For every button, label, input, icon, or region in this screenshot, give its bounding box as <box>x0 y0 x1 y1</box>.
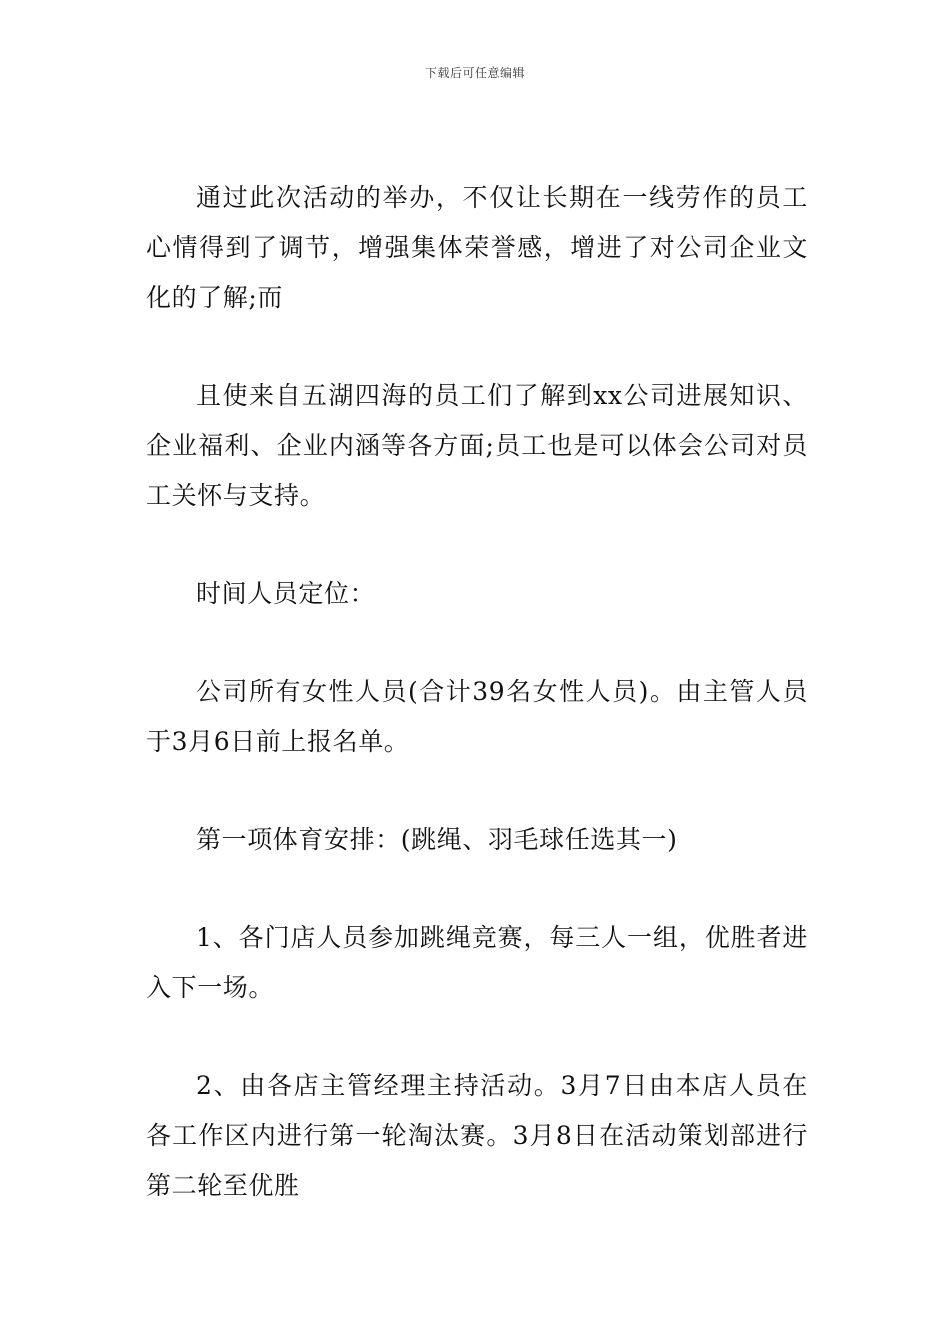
paragraph-sports-arrangement-heading: 第一项体育安排：(跳绳、羽毛球任选其一) <box>196 825 678 854</box>
page-header: 下载后可任意编辑 <box>424 66 525 80</box>
paragraph-item-2: 2、由各店主管经理主持活动。3月7日由本店人员在各工作区内进行第一轮淘汰赛。3月8日在活动策划部进行第二轮至优胜 <box>146 1071 808 1200</box>
paragraph-employee-understanding: 且使来自五湖四海的员工们了解到xx公司进展知识、企业福利、企业内涵等各方面;员工也是可以体会公司对员工关怀与支持。 <box>146 381 808 510</box>
paragraph-female-staff: 公司所有女性人员(合计39名女性人员)。由主管人员于3月6日前上报名单。 <box>146 677 808 756</box>
paragraph-activity-benefits: 通过此次活动的举办，不仅让长期在一线劳作的员工心情得到了调节，增强集体荣誉感，增进了对公司企业文化的了解;而 <box>146 183 808 312</box>
document-body <box>146 173 808 1211</box>
paragraph-time-personnel-heading: 时间人员定位： <box>196 579 376 608</box>
paragraph-item-1: 1、各门店人员参加跳绳竞赛，每三人一组，优胜者进入下一场。 <box>146 923 808 1002</box>
